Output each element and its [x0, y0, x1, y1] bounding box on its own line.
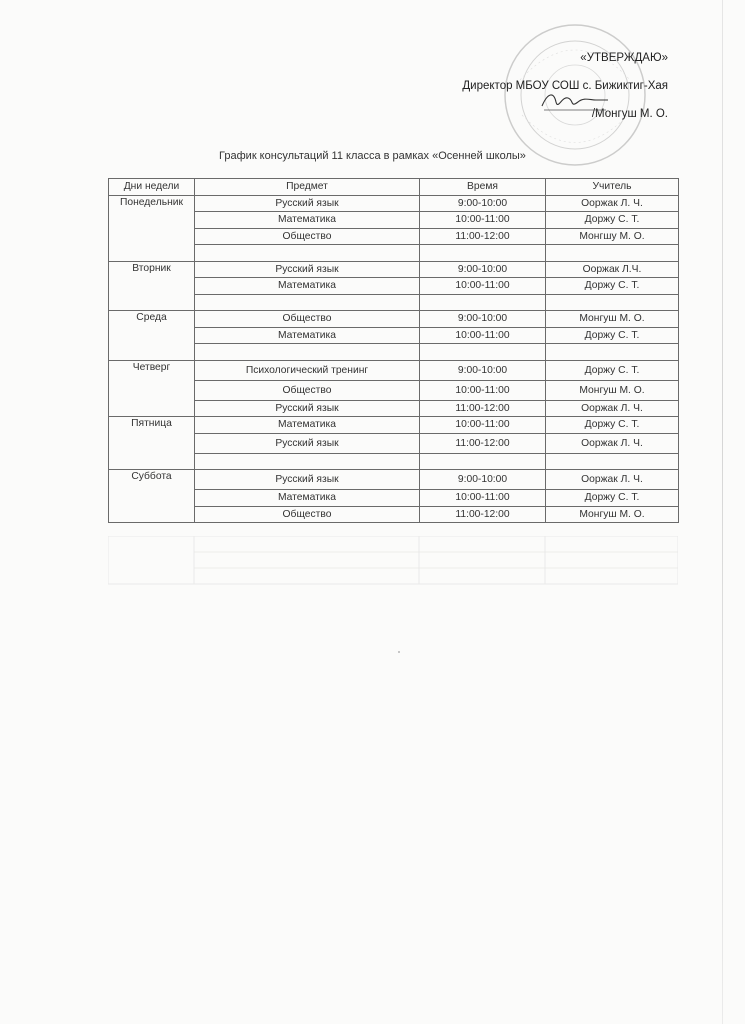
table-row: [109, 417, 679, 434]
subject-cell: [195, 453, 420, 470]
teacher-cell: Ооржак Л. Ч.: [546, 400, 679, 417]
table-row: [109, 228, 679, 245]
table-row: [109, 360, 679, 380]
subject-cell: [195, 294, 420, 311]
teacher-cell: Доржу С. Т.: [546, 417, 679, 434]
time-cell: 11:00-12:00: [420, 400, 546, 417]
day-cell: Вторник: [109, 261, 195, 311]
table-row: [109, 212, 679, 229]
time-cell: 10:00-11:00: [420, 278, 546, 295]
subject-cell: Математика: [195, 490, 420, 507]
schedule-table: [108, 178, 679, 523]
table-row: [109, 433, 679, 453]
table-row: [109, 344, 679, 361]
teacher-cell: Доржу С. Т.: [546, 490, 679, 507]
day-cell: Понедельник: [109, 195, 195, 261]
header-subject: Предмет: [195, 179, 420, 196]
time-cell: 9:00-10:00: [420, 195, 546, 212]
subject-cell: Русский язык: [195, 195, 420, 212]
subject-cell: Русский язык: [195, 470, 420, 490]
scan-speck: [398, 651, 400, 653]
table-row: [109, 470, 679, 490]
header-days: Дни недели: [109, 179, 195, 196]
subject-cell: Математика: [195, 417, 420, 434]
table-row: [109, 311, 679, 328]
time-cell: [420, 453, 546, 470]
table-row: [109, 278, 679, 295]
approval-heading: «УТВЕРЖДАЮ»: [580, 52, 668, 64]
table-row: [109, 327, 679, 344]
time-cell: 9:00-10:00: [420, 360, 546, 380]
time-cell: 10:00-11:00: [420, 380, 546, 400]
day-cell: Среда: [109, 311, 195, 361]
time-cell: 9:00-10:00: [420, 261, 546, 278]
subject-cell: Математика: [195, 212, 420, 229]
table-header-row: [109, 179, 679, 196]
time-cell: 10:00-11:00: [420, 327, 546, 344]
teacher-cell: Доржу С. Т.: [546, 278, 679, 295]
bleed-through-table: [108, 536, 678, 586]
teacher-cell: Ооржак Л. Ч.: [546, 433, 679, 453]
subject-cell: [195, 344, 420, 361]
subject-cell: Общество: [195, 506, 420, 523]
time-cell: 9:00-10:00: [420, 470, 546, 490]
teacher-cell: Доржу С. Т.: [546, 212, 679, 229]
table-row: [109, 506, 679, 523]
time-cell: [420, 294, 546, 311]
time-cell: 10:00-11:00: [420, 417, 546, 434]
subject-cell: Русский язык: [195, 433, 420, 453]
subject-cell: Общество: [195, 311, 420, 328]
teacher-cell: Монгшу М. О.: [546, 228, 679, 245]
approval-signer: /Монгуш М. О.: [591, 108, 668, 120]
time-cell: 11:00-12:00: [420, 433, 546, 453]
teacher-cell: [546, 453, 679, 470]
document-title: График консультаций 11 класса в рамках «Осенней школы»: [219, 150, 526, 162]
teacher-cell: [546, 294, 679, 311]
subject-cell: [195, 245, 420, 262]
header-teacher: Учитель: [546, 179, 679, 196]
day-cell: Суббота: [109, 470, 195, 523]
teacher-cell: [546, 245, 679, 262]
table-row: [109, 400, 679, 417]
subject-cell: Общество: [195, 228, 420, 245]
teacher-cell: Ооржак Л. Ч.: [546, 195, 679, 212]
teacher-cell: Монгуш М. О.: [546, 380, 679, 400]
approval-block: [462, 44, 668, 128]
table-row: [109, 490, 679, 507]
teacher-cell: [546, 344, 679, 361]
table-row: [109, 195, 679, 212]
day-cell: Четверг: [109, 360, 195, 417]
approval-position: Директор МБОУ СОШ с. Бижиктиг-Хая: [462, 80, 668, 92]
table-row: [109, 294, 679, 311]
subject-cell: Математика: [195, 278, 420, 295]
day-cell: Пятница: [109, 417, 195, 470]
subject-cell: Математика: [195, 327, 420, 344]
signature: [540, 88, 610, 114]
teacher-cell: Доржу С. Т.: [546, 327, 679, 344]
time-cell: [420, 344, 546, 361]
teacher-cell: Монгуш М. О.: [546, 506, 679, 523]
subject-cell: Психологический тренинг: [195, 360, 420, 380]
time-cell: 10:00-11:00: [420, 212, 546, 229]
time-cell: 10:00-11:00: [420, 490, 546, 507]
teacher-cell: Монгуш М. О.: [546, 311, 679, 328]
time-cell: [420, 245, 546, 262]
subject-cell: Общество: [195, 380, 420, 400]
table-row: [109, 245, 679, 262]
teacher-cell: Доржу С. Т.: [546, 360, 679, 380]
time-cell: 11:00-12:00: [420, 228, 546, 245]
time-cell: 9:00-10:00: [420, 311, 546, 328]
subject-cell: Русский язык: [195, 400, 420, 417]
teacher-cell: Ооржак Л.Ч.: [546, 261, 679, 278]
table-row: [109, 261, 679, 278]
table-row: [109, 380, 679, 400]
teacher-cell: Ооржак Л. Ч.: [546, 470, 679, 490]
time-cell: 11:00-12:00: [420, 506, 546, 523]
subject-cell: Русский язык: [195, 261, 420, 278]
header-time: Время: [420, 179, 546, 196]
table-row: [109, 453, 679, 470]
